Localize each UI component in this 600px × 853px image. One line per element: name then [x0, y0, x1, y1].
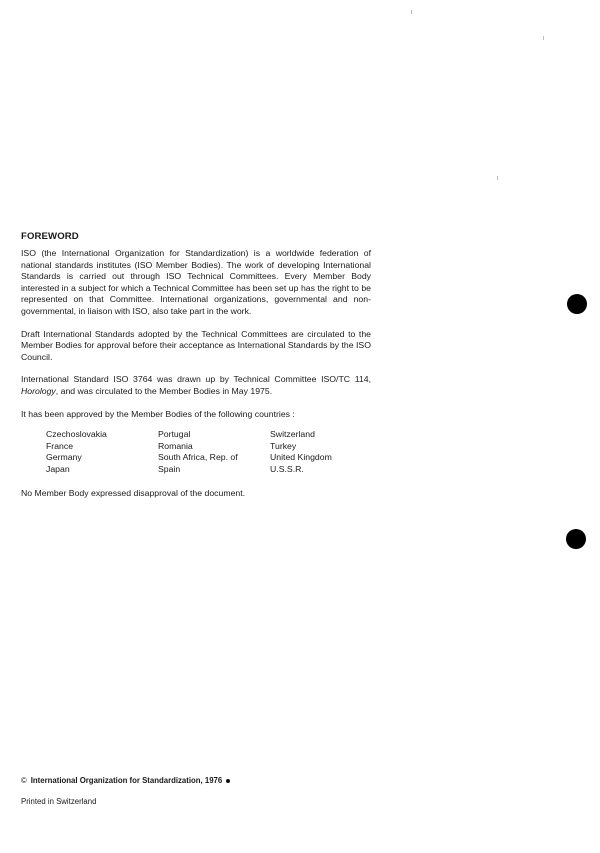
- foreword-paragraph-4: It has been approved by the Member Bodies of the following countries :: [21, 408, 295, 419]
- country-name: U.S.S.R.: [270, 463, 304, 474]
- foreword-paragraph-5: No Member Body expressed disapproval of the document.: [21, 487, 246, 498]
- printed-in-line: Printed in Switzerland: [21, 797, 97, 806]
- foreword-section: [21, 231, 371, 510]
- country-name: United Kingdom: [270, 452, 332, 463]
- paragraph-3-text-start: International Standard ISO 3764 was drawn up by Technical Committee ISO/TC 114,: [21, 374, 371, 385]
- country-name: Japan: [46, 463, 70, 474]
- punch-hole: [566, 529, 586, 549]
- countries-column-2: [158, 429, 270, 475]
- country-name: Portugal: [158, 429, 191, 440]
- country-name: Turkey: [270, 440, 297, 451]
- country-name: Romania: [158, 440, 193, 451]
- country-name: South Africa, Rep. of: [158, 452, 238, 463]
- copyright-icon: ©: [21, 776, 27, 785]
- countries-column-3: [270, 429, 382, 475]
- foreword-paragraph-2: Draft International Standards adopted by the Technical Committees are circulated to the Member Bodies for approval before their acceptance as International Standards by the ISO Council.: [21, 328, 371, 362]
- countries-column-1: [46, 429, 158, 475]
- copyright-line: [21, 776, 230, 785]
- country-name: Spain: [158, 463, 181, 474]
- foreword-paragraph-1: ISO (the International Organization for Standardization) is a worldwide federation of national standards institutes (ISO Member Bodies). The work of developing International Standards is carried out through ISO Technical Committees. Every Member Body interested in a subject for which a Technical Committee has been set up has the right to be represented on that Committee. International organizations, governmental and non-governmental, in liaison with ISO, also take part in the work.: [21, 248, 371, 316]
- countries-list: [46, 429, 371, 475]
- scan-speck: [543, 36, 544, 40]
- foreword-heading: FOREWORD: [21, 231, 79, 242]
- paragraph-3-text-end: , and was circulated to the Member Bodies in May 1975.: [55, 385, 273, 396]
- committee-title-italic: Horology: [21, 385, 56, 396]
- bullet-dot-icon: [226, 779, 230, 783]
- scan-speck: [411, 10, 412, 14]
- country-name: Czechoslovakia: [46, 429, 107, 440]
- copyright-text: International Organization for Standardization, 1976: [30, 776, 223, 785]
- country-name: Switzerland: [270, 429, 315, 440]
- country-name: France: [46, 440, 74, 451]
- foreword-paragraph-3: [21, 374, 371, 397]
- country-name: Germany: [46, 452, 82, 463]
- punch-hole: [567, 294, 587, 314]
- scan-speck: [497, 176, 498, 180]
